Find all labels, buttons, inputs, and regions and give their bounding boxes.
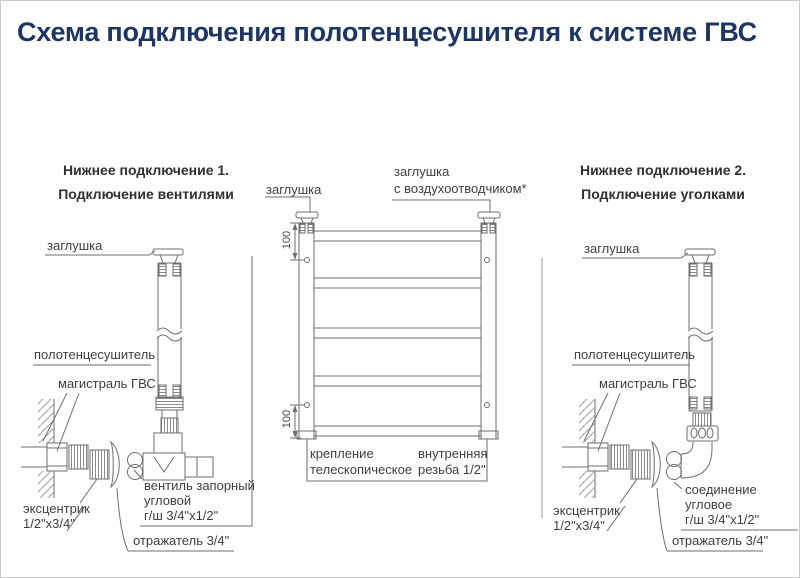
mount-label-line1: крепление [310,446,374,461]
left-towel-rail-label: полотенцесушитель [34,347,156,362]
page-title: Схема подключения полотенцесушителя к системе ГВС [17,17,757,47]
left-main-line-label: магистраль ГВС [58,376,156,391]
valve-cone-icon [154,457,174,472]
right-towel-rail-label: полотенцесушитель [574,347,696,362]
right-main-line-label: магистраль ГВС [599,376,697,391]
middle-plug-left-label: заглушка [266,182,322,197]
right-eccentric-label-line2: 1/2"х3/4" [553,518,605,533]
right-heading-line2: Подключение уголками [581,186,745,202]
middle-right-cap [478,212,500,218]
left-union-nut [156,397,183,410]
right-reflector-dome [652,442,660,487]
thread-label-line2: резьба 1/2" [418,462,486,477]
right-plug-label: заглушка [584,241,640,256]
left-plug-label: заглушка [47,238,103,253]
middle-left-cap [296,212,318,218]
left-valve-body [143,453,185,480]
left-valve-label-line2: угловой [144,493,192,508]
left-valve-label-line3: г/ш 3/4"х1/2" [144,508,219,523]
left-reflector-label: отражатель 3/4" [133,533,230,548]
right-plug-cap [685,249,715,255]
right-connection-label-line2: угловое [685,497,733,512]
dimension-top-value: 100 [281,230,293,250]
rail-left-post [299,223,314,439]
right-elbow [681,442,712,478]
mount-label-line2: телескопическое [310,462,413,477]
left-heading-line1: Нижнее подключение 1. [62,162,230,178]
left-reflector-dome [111,442,119,487]
left-eccentric-label-line2: 1/2"х3/4" [23,516,75,531]
diagram-linework [1,1,799,577]
left-plug-cap [153,249,183,255]
dimension-bottom-value: 100 [281,409,293,429]
left-heading-line2: Подключение вентилями [58,186,234,202]
middle-plug-right-label-line2: с воздухоотводчиком* [394,181,527,196]
right-connection-label-line3: г/ш 3/4"х1/2" [685,512,760,527]
left-valve-label-line1: вентиль запорный [144,478,255,493]
left-valve-bonnet [154,433,182,453]
left-eccentric-label-line1: эксцентрик [23,501,90,516]
right-heading-line1: Нижнее подключение 2. [579,162,747,178]
right-eccentric [631,450,650,479]
right-eccentric-label-line1: эксцентрик [553,503,620,518]
left-eccentric [90,450,109,479]
thread-label-line1: внутренняя [418,446,488,461]
right-connection-label-line1: соединение [685,482,757,497]
middle-plug-right-label-line1: заглушка [394,164,450,179]
right-reflector-label: отражатель 3/4" [672,533,769,548]
